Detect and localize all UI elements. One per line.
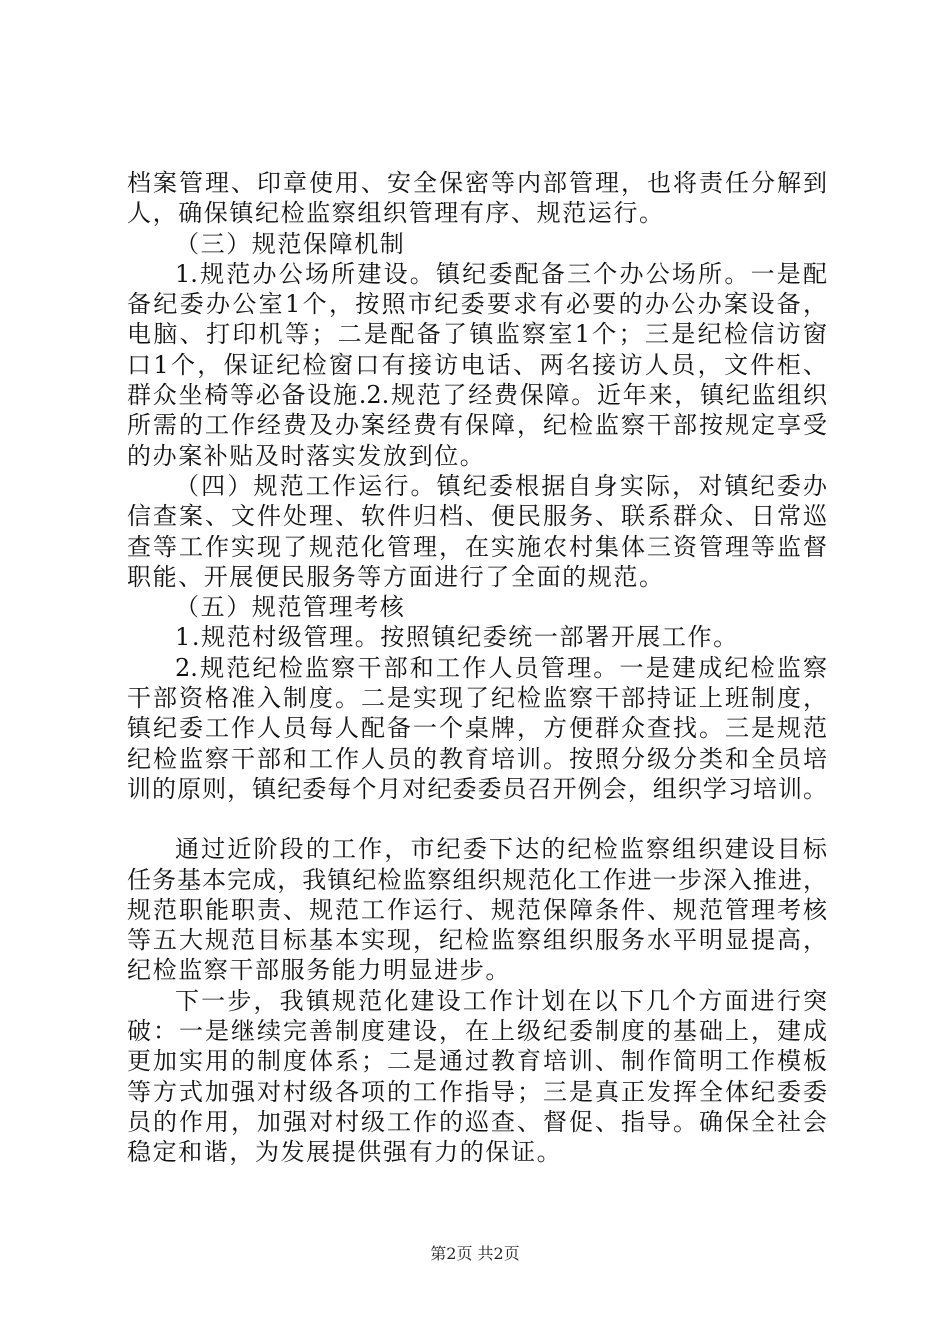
paragraph-line: 纪检监察干部服务能力明显进步。	[127, 956, 511, 985]
paragraph-line: 通过近阶段的工作，市纪委下达的纪检监察组织建设目标	[175, 835, 827, 864]
page-footer: 第2页 共2页	[430, 1244, 520, 1263]
paragraph-line: 档案管理、印章使用、安全保密等内部管理，也将责任分解到	[127, 169, 827, 197]
paragraph-line: 任务基本完成，我镇纪检监察组织规范化工作进一步深入推进，	[127, 865, 827, 894]
paragraph-line: 下一步，我镇规范化建设工作计划在以下几个方面进行突	[175, 986, 827, 1015]
paragraph-line: （四）规范工作运行。镇纪委根据自身实际，对镇纪委办	[175, 471, 827, 500]
paragraph-line: 职能、开展便民服务等方面进行了全面的规范。	[127, 562, 665, 591]
paragraph-line: 2.规范纪检监察干部和工作人员管理。一是建成纪检监察	[175, 653, 827, 682]
paragraph-line: 群众坐椅等必备设施.2.规范了经费保障。近年来，镇纪监组织	[127, 381, 827, 410]
paragraph-line: 训的原则，镇纪委每个月对纪委委员召开例会，组织学习培训。	[127, 774, 827, 803]
paragraph-line: 规范职能职责、规范工作运行、规范保障条件、规范管理考核	[127, 895, 827, 924]
paragraph-line: 等方式加强对村级各项的工作指导；三是真正发挥全体纪委委	[127, 1077, 827, 1106]
paragraph-line: 1.规范办公场所建设。镇纪委配备三个办公场所。一是配	[175, 259, 827, 288]
section-heading: （五）规范管理考核	[175, 593, 406, 622]
paragraph-line: 1.规范村级管理。按照镇纪委统一部署开展工作。	[175, 623, 739, 652]
paragraph-line: 查等工作实现了规范化管理，在实施农村集体三资管理等监督	[127, 532, 827, 561]
paragraph-gap	[127, 804, 827, 834]
paragraph-line: 口1个，保证纪检窗口有接访电话、两名接访人员，文件柜、	[127, 350, 827, 379]
paragraph-line: 等五大规范目标基本实现，纪检监察组织服务水平明显提高，	[127, 926, 827, 955]
document-body	[127, 168, 827, 1168]
paragraph-line: 电脑、打印机等；二是配备了镇监察室1个；三是纪检信访窗	[127, 320, 827, 349]
paragraph-line: 干部资格准入制度。二是实现了纪检监察干部持证上班制度，	[127, 684, 827, 713]
paragraph-line: 所需的工作经费及办案经费有保障，纪检监察干部按规定享受	[127, 411, 827, 440]
paragraph-line: 的办案补贴及时落实发放到位。	[127, 441, 486, 470]
paragraph-line: 破：一是继续完善制度建设，在上级纪委制度的基础上，建成	[127, 1017, 827, 1046]
section-heading: （三）规范保障机制	[175, 229, 406, 258]
paragraph-line: 备纪委办公室1个，按照市纪委要求有必要的办公办案设备，	[127, 290, 827, 319]
paragraph-line: 信查案、文件处理、软件归档、便民服务、联系群众、日常巡	[127, 502, 827, 531]
paragraph-line: 镇纪委工作人员每人配备一个桌牌，方便群众查找。三是规范	[127, 714, 827, 743]
paragraph-line: 人，确保镇纪检监察组织管理有序、规范运行。	[127, 199, 665, 228]
paragraph-line: 纪检监察干部和工作人员的教育培训。按照分级分类和全员培	[127, 744, 827, 773]
paragraph-line: 员的作用，加强对村级工作的巡查、督促、指导。确保全社会	[127, 1107, 827, 1136]
paragraph-line: 稳定和谐，为发展提供强有力的保证。	[127, 1138, 563, 1167]
paragraph-line: 更加实用的制度体系；二是通过教育培训、制作简明工作模板	[127, 1047, 827, 1076]
